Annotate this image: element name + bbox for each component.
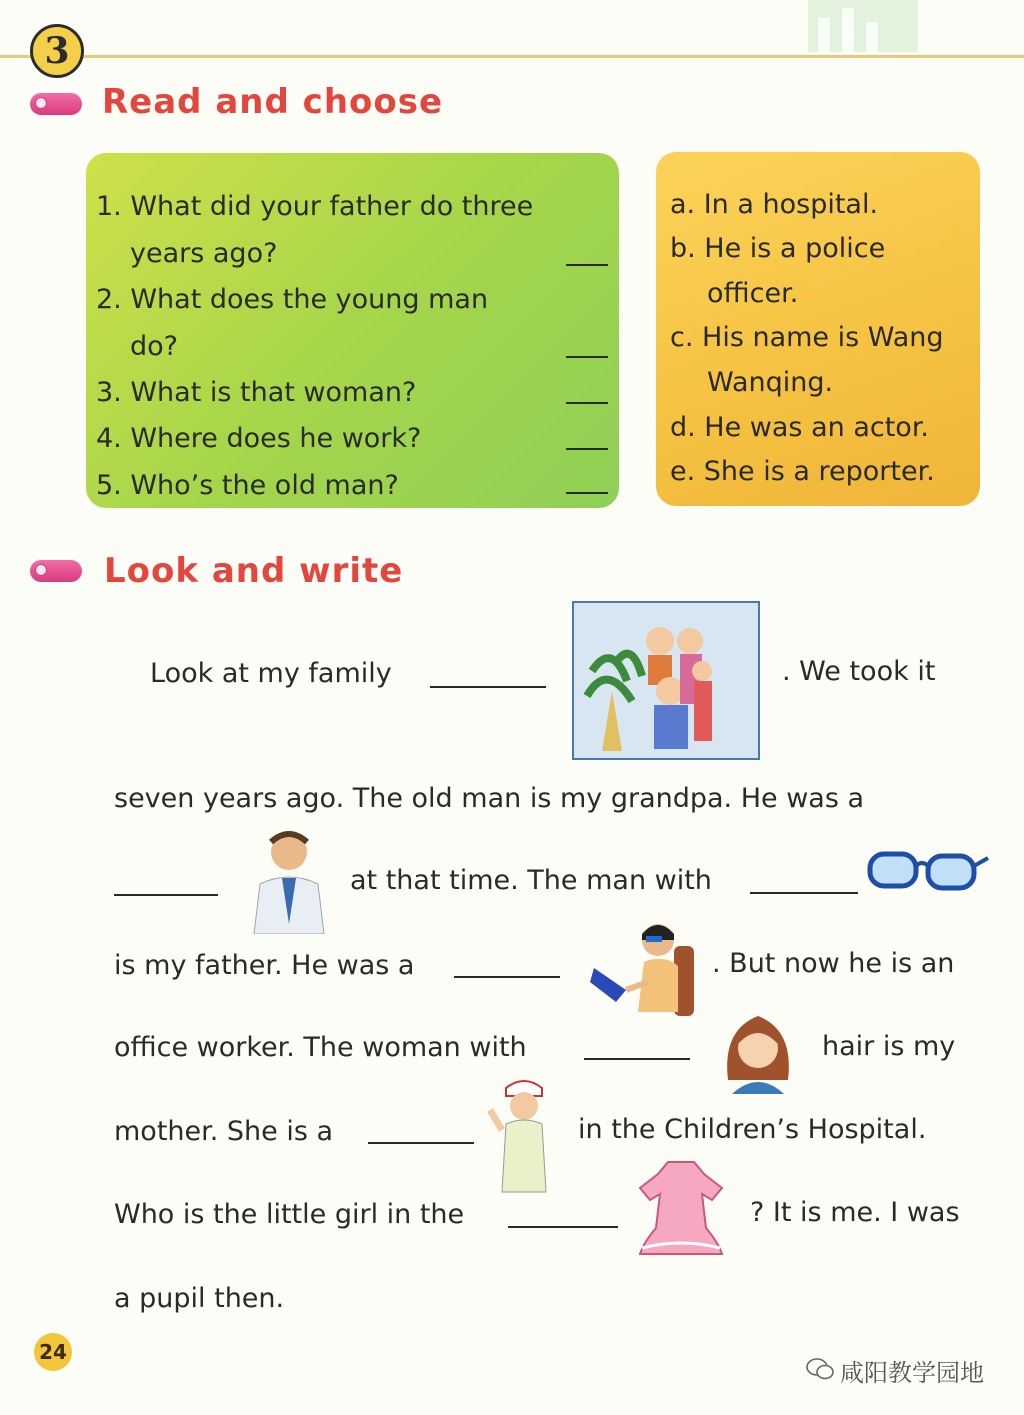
lw-line-5a: office worker. The woman with: [114, 1032, 527, 1063]
page-number: 24: [34, 1333, 72, 1371]
answer-c-line2: Wanqing.: [707, 367, 834, 398]
nurse-icon: [484, 1070, 564, 1194]
question-5: 5. Who’s the old man?: [96, 470, 399, 501]
lw-line-8: a pupil then.: [114, 1283, 285, 1314]
answer-b-line1: b. He is a police: [670, 233, 886, 264]
wechat-icon: [806, 1357, 834, 1381]
long-hair-woman-icon: [722, 1010, 794, 1094]
write-blank-4[interactable]: [454, 976, 560, 978]
lw-line-1a: Look at my family: [150, 658, 392, 689]
section-pill-icon: [30, 93, 82, 115]
question-4: 4. Where does he work?: [96, 423, 422, 454]
answer-blank-4[interactable]: [566, 448, 608, 450]
question-1-line2: years ago?: [130, 238, 278, 269]
answer-blank-3[interactable]: [566, 402, 608, 404]
glasses-icon: [864, 846, 990, 896]
question-1-line1: 1. What did your father do three: [96, 191, 534, 222]
write-blank-1[interactable]: [430, 686, 546, 688]
lw-line-1b: . We took it: [782, 656, 936, 687]
corner-decoration: [808, 0, 918, 52]
watermark-text: 咸阳教学园地: [840, 1359, 984, 1387]
answer-b-line2: officer.: [707, 278, 799, 309]
section-title-look-write: Look and write: [104, 551, 404, 591]
write-blank-3[interactable]: [750, 892, 858, 894]
section-pill-icon: [30, 560, 82, 582]
write-blank-6[interactable]: [368, 1142, 474, 1144]
lw-line-6a: mother. She is a: [114, 1116, 334, 1147]
answer-a: a. In a hospital.: [670, 189, 879, 220]
answer-c-line1: c. His name is Wang: [670, 322, 944, 353]
lw-line-7a: Who is the little girl in the: [114, 1199, 465, 1230]
question-2-line1: 2. What does the young man: [96, 284, 489, 315]
write-blank-5[interactable]: [584, 1058, 690, 1060]
answer-blank-2[interactable]: [566, 356, 608, 358]
question-3: 3. What is that woman?: [96, 377, 417, 408]
lw-line-6b: in the Children’s Hospital.: [578, 1114, 927, 1145]
write-blank-2[interactable]: [114, 894, 218, 896]
answer-blank-1[interactable]: [566, 264, 608, 266]
lw-line-4a: is my father. He was a: [114, 950, 415, 981]
pink-dress-icon: [632, 1158, 730, 1258]
driver-icon: [586, 916, 698, 1016]
lw-line-2: seven years ago. The old man is my grandpa. He was a: [114, 783, 865, 814]
lw-line-3: at that time. The man with: [350, 865, 712, 896]
lw-line-7b: ? It is me. I was: [750, 1197, 960, 1228]
write-blank-7[interactable]: [508, 1226, 618, 1228]
question-2-line2: do?: [130, 331, 178, 362]
family-photo-icon: [572, 601, 760, 760]
unit-badge: 3: [30, 24, 84, 78]
doctor-man-icon: [246, 824, 332, 934]
header-rule: [0, 55, 1024, 58]
answer-e: e. She is a reporter.: [670, 456, 935, 487]
answer-d: d. He was an actor.: [670, 412, 930, 443]
lw-line-5b: hair is my: [822, 1031, 956, 1062]
section-title-read-choose: Read and choose: [102, 82, 444, 122]
answer-blank-5[interactable]: [566, 492, 608, 494]
lw-line-4b: . But now he is an: [712, 948, 955, 979]
